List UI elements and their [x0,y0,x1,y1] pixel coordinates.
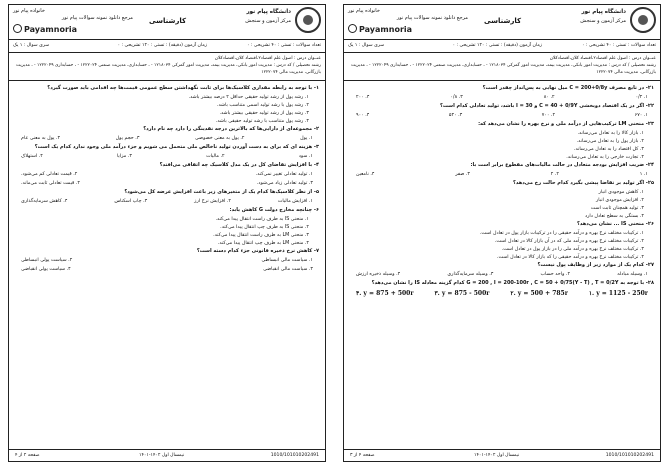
option: ۳. سیاست مالی انقباضی [263,267,313,272]
page-number: صفحه ۲ از ۴ [15,453,40,458]
option: ۴. ۲۰۰ [356,95,370,100]
question [15,85,319,92]
option: ۳. تولید همچنان ثابت است [590,206,644,211]
university-logo-icon [630,7,656,33]
option: ۲. مالیات [206,154,225,159]
option: ۲. سیاست پولی انبساطی [21,258,73,263]
question-stem: ۲۱- در تابع مصرف C = 200+0/8y میل نهایی به پس‌انداز چقدر است؟ [482,85,654,91]
question [350,221,654,228]
option: ۴. وسیله ذخیره ارزش [356,272,401,277]
exam-page-left [8,4,326,462]
option: ۳. ترکیبات مختلف نرخ بهره و درآمد ملی را در بازار پول در تعادل است. [501,247,644,252]
question [15,126,319,133]
option: ۳. مزایا [116,154,132,159]
option: ۱. تولید تعادلی تغییر نمی‌کند. [255,172,313,177]
options-row [15,153,319,162]
option: ۳. تولید تعادلی زیاد می‌شود. [256,181,313,186]
options-list [15,94,319,126]
page-number: صفحه ۴ از ۳ [350,453,375,458]
option: ۴. ۹۰۰ [356,113,370,118]
option: ۱. رشد پول از رشد تولید حقیقی حداقل ۲ درصد بیشتر باشد. [188,95,309,100]
course-info [9,53,325,81]
question-stem: ۳- هزینه ای که برای به دست آوردن تولید ناخالص ملی متحمل می شویم و جزء درآمد ملی وجود ندارد کدام یک است؟ [34,144,319,150]
site-name [13,24,77,34]
options-row [15,180,319,189]
question-stem: ۱- با توجه به رابطه مقداری کلاسیک‌ها برای ثابت نگهداشتن سطح عمومی قیمت‌ها چه اقدامی باید صورت گیرد؟ [47,85,319,91]
option: ۱. ۱ [639,172,648,177]
exam-meta [9,40,325,53]
option: ۲. y = 500 + 785r [510,290,568,297]
option: ۴. y = 875 + 500r [356,290,414,297]
question-stem: ۲۳- منحنی LM ترکیب‌هایی از درآمد ملی و نرخ بهره را نشان می‌دهد که: [478,121,654,127]
option: ۱. افزایش مالیات [277,199,313,204]
option: ۴. قیمت تعادلی ثابت می‌ماند. [21,181,80,186]
at-icon [13,24,22,33]
option: ۲. افزایش موجودی انبار [595,198,644,203]
exam-page-right [343,4,661,462]
options-row [350,94,654,103]
options-list [350,130,654,162]
term-label: نیمسال اول ۱۴۰۲-۱۴۰۱ [139,453,185,458]
question [350,162,654,169]
brand-line1: خانواده پیام نور [13,8,45,14]
options-row [350,289,654,300]
course-title: عنــوان درس : اصول علم اقتصاد۲،اقتصاد کلان،اقتصادکلان [549,56,656,61]
option: ۱. وسیله مبادله [617,272,648,277]
question [15,144,319,151]
option: ۱. y = 1125 - 250r [588,290,648,297]
course-title: عنــوان درس : اصول علم اقتصاد۲،اقتصاد کلان،اقتصادکلان [214,56,321,61]
option: ۳. منحنی LM به طرف راست انتقال پیدا می‌کند. [213,233,309,238]
series-number: سری سوال : ۱ یک [348,43,385,48]
option: ۱. پول [300,136,313,141]
question-stem: ۲۵- اگر تولید بر تقاضا پیشی بگیرد کدام حالت رخ می‌دهد؟ [512,180,654,186]
exam-code: 1010/101010202491 [270,453,319,458]
question [350,280,654,287]
option: ۲. ۷۰۰ [541,113,556,118]
options-row [350,112,654,121]
page-header [344,5,660,40]
option: ۴. منحنی LM به طرف چپ انتقال پیدا می‌کند. [217,241,309,246]
series-number: سری سوال : ۱ یک [13,43,50,48]
option: ۲. قیمت تعادلی کم می‌شود. [21,172,78,177]
option: ۳. کل اقتصاد را به تعادل می‌رساند. [573,147,644,152]
brand-line2: مرجع دانلود نمونه سوالات پیام نور [396,15,468,21]
question-stem: ۷- کاهش نرخ ذخیره قانونی جزء کدام دسته است؟ [196,248,319,254]
option: ۴. کاهش سرمایه‌گذاری [21,199,68,204]
option: ۳. ۰/۸ [450,95,463,100]
option: ۴. پول به معنی عام [21,136,61,141]
options-row [15,266,319,275]
option: ۳. ۵۴۰ [448,113,463,118]
question [15,189,319,196]
question-count: تعداد سوالات : تستی : ۴۰ تشریحی : ۰ [247,43,321,48]
question [15,207,319,214]
option: ۲. بازار پول را به تعادل می‌رساند. [576,139,644,144]
option: ۲. رشد پول با رشد تولید اسمی متناسب باشد. [217,103,309,108]
option: ۲. واحد حساب [540,272,571,277]
question-list [9,81,325,275]
option: ۳. وسیله سرمایه‌گذاری [447,272,494,277]
option: ۴. بستگی به سطح تعادل دارد [584,214,644,219]
center-name: مرکز آزمون و سنجش [580,18,626,24]
university-name: دانشگاه پیام نور [246,9,291,15]
question [350,103,654,110]
option: ۴. تجارت خارجی را به تعادل می‌رساند. [566,155,644,160]
site-label: Payamnoria [24,25,78,34]
question-list [344,81,660,300]
question-stem: ۲۸- با توجه به G = 200 , I = 200-100r , C = 50 + 0/75(Y - T) , T = 0/2Y کدام گزینه معادله IS را نشان می‌دهد؟ [371,280,654,286]
options-row [15,171,319,180]
option: ۲. افزایش نرخ ارز [194,199,231,204]
question [350,121,654,128]
options-row [15,135,319,144]
options-row [15,198,319,207]
option: ۱. ۰/۲ [635,95,648,100]
university-logo-icon [295,7,321,33]
option: ۱. ۶۷۰ [634,113,648,118]
option: ۴. رشد پول متناسب با رشد تولید حقیقی باشد. [215,119,309,124]
question [15,162,319,169]
question-stem: ۵- از نظر کلاسیک‌ها کدام یک از متغیرهای زیر باعث افزایش عرضه کل می‌شود؟ [124,189,319,195]
question-stem: ۲۴- ضریب افزایش بودجه متعادل در حالت مالیات‌های مقطوع برابر است با: [470,162,654,168]
options-list [350,189,654,221]
option: ۴. نامعین [356,172,375,177]
question-stem: ۲۶- منحنی IS ... نشان می‌دهد؟ [577,221,654,227]
option: ۳. صفر [455,172,470,177]
option: ۳. چاپ اسکناس [114,199,148,204]
options-row [350,271,654,280]
option: ۱. منحنی IS به طرف راست انتقال پیدا می‌کند. [215,217,309,222]
option: ۳. رشد پول از رشد تولید حقیقی بیشتر باشد. [219,111,309,116]
options-row [15,257,319,266]
exam-time: زمان آزمون (دقیقه) : تستی : ۱۲۰ تشریحی : ۰ [452,43,542,48]
exam-code: 1010/101010202491 [605,453,654,458]
option: ۴. ترکیبات مختلف نرخ بهره و درآمد حقیقی را که بازار کالا در تعادل است. [496,255,644,260]
site-label: Payamnoria [359,25,413,34]
question-stem: ۲- مجموعه‌ای از دارایی‌ها که بالاترین درجه نقدینگی را دارد چه نام دارد؟ [143,126,319,132]
question-stem: ۲۷- کدام یک از موارد زیر از وظایف پول نیست؟ [537,262,654,268]
course-field: رشته تحصیلی / کد درس : مدیریت امور بانکی، مدیریت بیمه، مدیریت امور گمرکی ۱۲۱۸۰۳۴ - ، حسابداری، مدیریت صنعتی ۱۲۲۲۰۲۴ - ، حسابداری ۱۲۲۲۰۴۹ - ، مدیریت بازرگانی، مدیریت مالی ۱۲۲۲۰۷۴ [351,63,656,75]
page-footer [344,449,660,461]
site-name [348,24,412,34]
options-row [350,171,654,180]
degree-title: کارشناسی [484,17,522,25]
options-list [350,230,654,262]
course-info [344,53,660,81]
brand-line1: خانواده پیام نور [348,8,380,14]
option: ۱. بازار کالا را به تعادل می‌رساند. [577,131,644,136]
university-name: دانشگاه پیام نور [581,9,626,15]
page-header [9,5,325,40]
question-stem: ۴- با افزایش تقاضای کل در یک مدل کلاسیک چه اتفاقی می‌افتد؟ [159,162,319,168]
question [350,180,654,187]
exam-meta [344,40,660,53]
page-footer [9,449,325,461]
option: ۳. حجم پول [115,136,140,141]
degree-title: کارشناسی [149,17,187,25]
brand-line2: مرجع دانلود نمونه سوالات پیام نور [61,15,133,21]
option: ۲. ترکیبات مختلف نرخ بهره و درآمد ملی که در آن بازار کالا در تعادل است. [494,239,644,244]
option: ۱. سود [298,154,313,159]
question [15,248,319,255]
option: ۲. منحنی IS به طرف چپ انتقال پیدا می‌کند. [220,225,309,230]
question-stem: ۲۲- اگر در یک اقتصاد دوبخشی C = 40 + 0/9Y و I = 30 باشد، تولید تعادلی کدام است؟ [439,103,654,109]
option: ۱. ترکیبات مختلف نرخ بهره و درآمد حقیقی را در ترکیبات بازار پول در تعادل است. [479,231,644,236]
course-field: رشته تحصیلی / کد درس : مدیریت امور بانکی، مدیریت بیمه، مدیریت امور گمرکی ۱۲۱۸۰۳۴ - ، حسابداری، مدیریت صنعتی ۱۲۲۲۰۲۴ - ، حسابداری ۱۲۲۲۰۴۹ - ، مدیریت بازرگانی، مدیریت مالی ۱۲۲۲۰۷۴ [16,63,321,75]
option: ۲. ۲ [550,172,559,177]
center-name: مرکز آزمون و سنجش [245,18,291,24]
option: ۱. کاهش موجودی انبار [598,190,644,195]
exam-time: زمان آزمون (دقیقه) : تستی : ۱۲۰ تشریحی : ۰ [117,43,207,48]
question [350,262,654,269]
question-stem: ۶- چنانچه مخارج دولت G کاهش یابد: [229,207,319,213]
option: ۳. y = 875 - 500r [434,290,490,297]
term-label: نیمسال اول ۱۴۰۲-۱۴۰۱ [474,453,520,458]
options-list [15,216,319,248]
question [350,85,654,92]
question-count: تعداد سوالات : تستی : ۴۰ تشریحی : ۰ [582,43,656,48]
option: ۲. پول به معنی خصوصی [195,136,245,141]
option: ۱. سیاست مالی انبساطی [261,258,313,263]
option: ۴. سیاست پولی انقباضی [21,267,71,272]
option: ۲. ۸۰ [543,95,555,100]
option: ۴. استهلاک [21,154,43,159]
at-icon [348,24,357,33]
